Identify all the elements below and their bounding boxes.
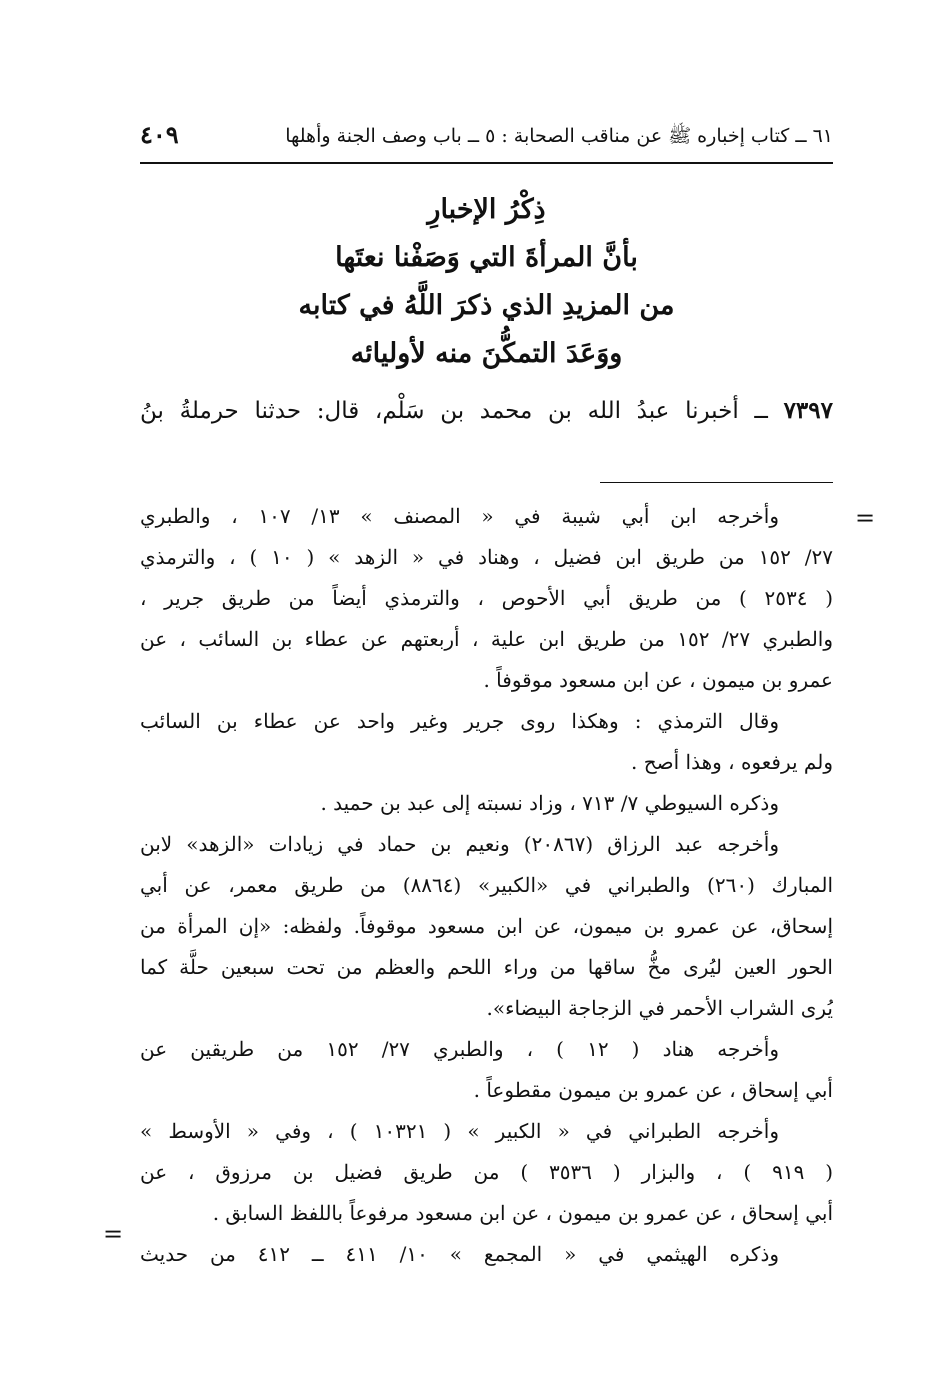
hadith-opening	[140, 388, 833, 434]
footnote-rule	[600, 482, 833, 483]
page-header	[140, 120, 833, 156]
footnote-line: الحور العين ليُرى مخُّ ساقها من وراء اللحم والعظم من تحت سبعين حلَّة كما	[140, 955, 833, 979]
hadith-number: ٧٣٩٧	[783, 397, 833, 424]
running-head: ٦١ ــ كتاب إخباره ﷺ عن مناقب الصحابة : ٥ ــ باب وصف الجنة وأهلها	[285, 125, 833, 147]
continuation-mark-right: =	[855, 504, 876, 532]
chapter-title-line: بأنَّ المرأةَ التي وَصَفْنا نعتَها	[335, 242, 638, 273]
footnote-line: يُرى الشراب الأحمر في الزجاجة البيضاء».	[486, 996, 833, 1020]
chapter-title-line: ووَعَدَ التمكُّنَ منه لأوليائه	[350, 338, 623, 369]
footnote-line: وذكره الهيثمي في « المجمع » ١٠/ ٤١١ ــ ٤١٢ من حديث	[140, 1242, 780, 1266]
page-number: ٤٠٩	[140, 120, 179, 149]
hadith-text: ــ أخبرنا عبدُ الله بن محمد بن سَلْم، قال: حدثنا حرملةُ بنُ	[140, 398, 768, 424]
footnote-line: أبي إسحاق ، عن عمرو بن ميمون مقطوعاً .	[473, 1078, 833, 1102]
footnote-line: ولم يرفعوه ، وهذا أصح .	[631, 750, 833, 774]
footnote-line: وأخرجه ابن أبي شيبة في « المصنف » ١٣/ ١٠٧ ، والطبري	[140, 504, 780, 528]
footnote-line: ( ٩١٩ ) ، والبزار ( ٣٥٣٦ ) من طريق فضيل بن مرزوق ، عن	[140, 1160, 833, 1184]
footnote-line: وأخرجه عبد الرزاق (٢٠٨٦٧) ونعيم بن حماد في زيادات «الزهد» لابن	[140, 832, 780, 856]
footnote-line: المبارك (٢٦٠) والطبراني في «الكبير» (٨٨٦٤) من طريق معمر، عن أبي	[140, 873, 833, 897]
footnote-line: عمرو بن ميمون ، عن ابن مسعود موقوفاً .	[483, 668, 833, 692]
chapter-title	[140, 186, 833, 378]
header-rule	[140, 162, 833, 164]
footnote-line: والطبري ٢٧/ ١٥٢ من طريق ابن علية ، أربعتهم عن عطاء بن السائب ، عن	[140, 627, 833, 651]
footnote-line: وقال الترمذي : وهكذا روى جرير وغير واحد عن عطاء بن السائب	[140, 709, 779, 733]
footnote-line: وأخرجه الطبراني في « الكبير » ( ١٠٣٢١ ) ، وفي « الأوسط »	[140, 1119, 779, 1143]
footnote-line: ( ٢٥٣٤ ) من طريق أبي الأحوص ، والترمذي أيضاً من طريق جرير ،	[140, 586, 833, 610]
footnote-line: أبي إسحاق ، عن عمرو بن ميمون ، عن ابن مسعود مرفوعاً باللفظ السابق .	[212, 1201, 833, 1225]
footnote-line: وذكره السيوطي ٧/ ٧١٣ ، وزاد نسبته إلى عبد بن حميد .	[320, 791, 779, 815]
footnote-line: وأخرجه هناد ( ١٢ ) ، والطبري ٢٧/ ١٥٢ من طريقين عن	[140, 1037, 779, 1061]
footnote-line: ٢٧/ ١٥٢ من طريق ابن فضيل ، وهناد في « الزهد » ( ١٠ ) ، والترمذي	[140, 545, 833, 569]
chapter-title-line: ذِكْرُ الإخبارِ	[427, 194, 546, 225]
continuation-mark-left: =	[103, 1220, 124, 1248]
chapter-title-line: من المزيدِ الذي ذكرَ اللَّهُ في كتابه	[298, 290, 675, 321]
footnote-line: إسحاق، عن عمرو بن ميمون، عن ابن مسعود موقوفاً. ولفظه: «إن المرأة من	[140, 914, 833, 938]
footnotes	[140, 496, 833, 1275]
